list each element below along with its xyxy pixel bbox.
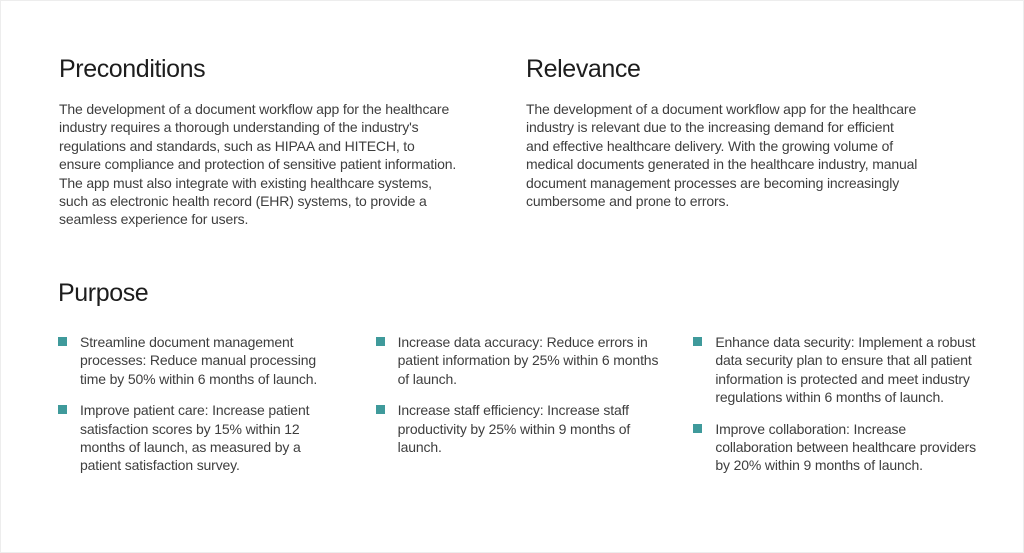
list-item-text: Increase staff efficiency: Increase staff productivity by 25% within 9 months of launch. xyxy=(397,402,631,456)
purpose-column-3 xyxy=(693,333,978,488)
bullet-square-icon xyxy=(376,405,385,414)
preconditions-body: The development of a document workflow app for the healthcare industry requires a thorough understanding of the industry's regulations and standards, such as HIPAA and HITECH, to ensure compliance and protection of sensitive patient information. The app must also integrate with existing healthcare systems, such as electronic health record (EHR) systems, to provide a seamless experience for users. xyxy=(59,101,457,228)
section-purpose xyxy=(58,278,978,488)
bullet-square-icon xyxy=(693,337,702,346)
preconditions-title: Preconditions xyxy=(59,55,206,83)
list-item xyxy=(376,333,661,388)
bullet-square-icon xyxy=(693,424,702,433)
list-item-text: Streamline document management processes: Reduce manual processing time by 50% within 6 months of launch. xyxy=(80,334,318,387)
purpose-column-1 xyxy=(58,333,343,488)
bullet-square-icon xyxy=(58,405,67,414)
list-item xyxy=(58,333,343,388)
relevance-body: The development of a document workflow app for the healthcare industry is relevant due to the increasing demand for efficient and effective healthcare delivery. With the growing volume of medical documents generated in the healthcare industry, manual document management processes are becoming increasingly cumbersome and prone to errors. xyxy=(526,101,918,210)
slide xyxy=(1,1,1023,552)
purpose-title: Purpose xyxy=(58,279,149,307)
list-item-text: Enhance data security: Implement a robust data security plan to ensure that all patient information is protected and meet industry regulations within 6 months of launch. xyxy=(715,334,976,406)
list-item xyxy=(58,401,343,475)
list-item xyxy=(693,333,978,407)
list-item-text: Improve patient care: Increase patient satisfaction scores by 15% within 12 months of launch, as measured by a patient satisfaction survey. xyxy=(80,402,310,474)
list-item-text: Improve collaboration: Increase collaboration between healthcare providers by 20% within 9 months of launch. xyxy=(715,420,976,474)
list-item-text: Increase data accuracy: Reduce errors in patient information by 25% within 6 months of launch. xyxy=(397,334,659,387)
relevance-title: Relevance xyxy=(526,55,641,83)
section-relevance xyxy=(526,54,920,210)
bullet-square-icon xyxy=(376,337,385,346)
section-preconditions xyxy=(59,54,457,229)
purpose-columns xyxy=(58,333,978,488)
bullet-square-icon xyxy=(58,337,67,346)
purpose-column-2 xyxy=(376,333,661,488)
list-item xyxy=(376,401,661,456)
list-item xyxy=(693,420,978,475)
